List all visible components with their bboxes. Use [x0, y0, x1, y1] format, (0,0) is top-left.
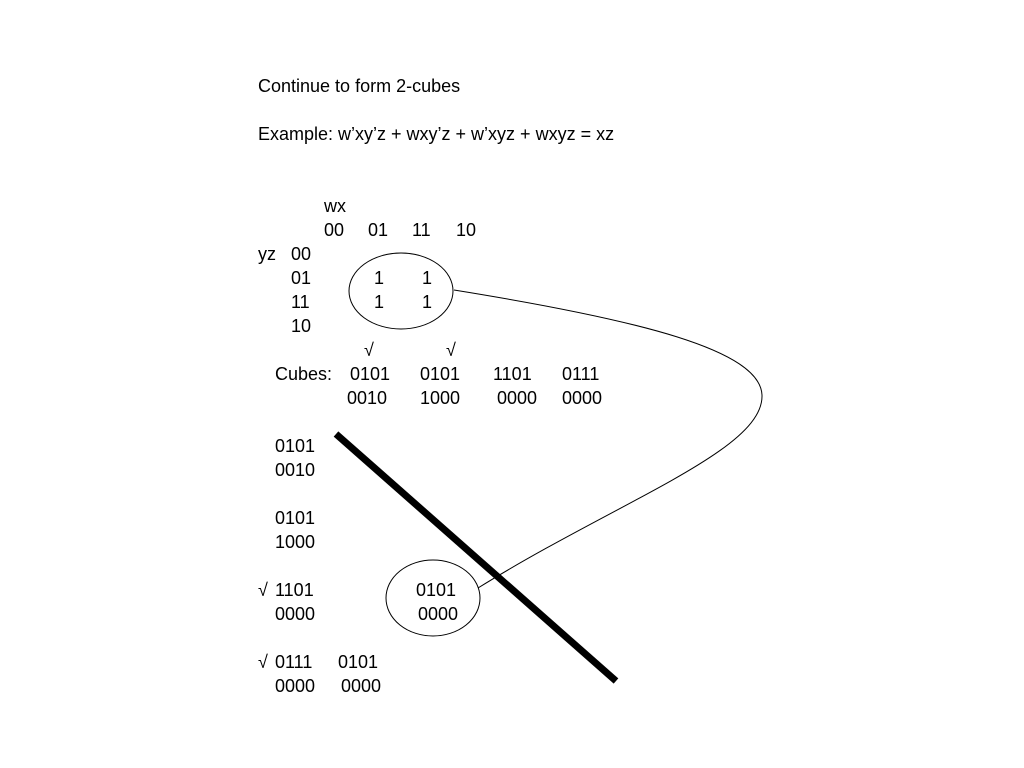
kmap-group-circle — [349, 253, 453, 329]
strike-line — [336, 434, 616, 681]
connector-curve — [454, 290, 762, 588]
cube-top: 0101 — [420, 364, 461, 384]
pair-bottom: 0000 — [275, 676, 316, 696]
pair-top: 0101 — [275, 436, 316, 456]
pair-result-bottom: 0000 — [341, 676, 382, 696]
kmap-column-variable: wx — [324, 196, 346, 216]
cube-bottom: 0010 — [347, 388, 388, 408]
pair-result-top: 0101 — [338, 652, 379, 672]
kmap-row-header: 00 — [291, 244, 312, 264]
pair-top: 1101 — [275, 580, 314, 600]
kmap-col-header: 01 — [368, 220, 389, 240]
kmap-row-header: 11 — [291, 292, 310, 312]
cube-bottom: 0000 — [497, 388, 538, 408]
check-mark: √ — [258, 652, 268, 672]
kmap-col-header: 11 — [412, 220, 431, 240]
example-expression: Example: w’xy’z + wxy’z + w’xyz + wxyz = xz — [258, 124, 615, 144]
kmap-cell: 1 — [422, 292, 433, 312]
cube-top: 0111 — [562, 364, 600, 384]
pair-top: 0111 — [275, 652, 313, 672]
kmap-cell: 1 — [374, 292, 385, 312]
kmap-col-header: 10 — [456, 220, 477, 240]
pair-top: 0101 — [275, 508, 316, 528]
pair-bottom: 0000 — [275, 604, 316, 624]
pair-result-top: 0101 — [416, 580, 457, 600]
cube-bottom: 1000 — [420, 388, 461, 408]
kmap-cell: 1 — [422, 268, 433, 288]
cube-bottom: 0000 — [562, 388, 603, 408]
kmap-row-header: 01 — [291, 268, 312, 288]
check-mark: √ — [258, 580, 268, 600]
kmap-cell: 1 — [374, 268, 385, 288]
kmap-col-header: 00 — [324, 220, 345, 240]
result-circle — [386, 560, 480, 636]
pair-bottom: 0010 — [275, 460, 316, 480]
page-heading: Continue to form 2-cubes — [258, 76, 461, 96]
pair-bottom: 1000 — [275, 532, 316, 552]
pair-result-bottom: 0000 — [418, 604, 459, 624]
check-mark: √ — [364, 340, 374, 360]
kmap-row-header: 10 — [291, 316, 312, 336]
cubes-label: Cubes: — [275, 364, 333, 384]
cube-top: 1101 — [493, 364, 532, 384]
check-mark: √ — [446, 340, 456, 360]
cube-top: 0101 — [350, 364, 391, 384]
kmap-row-variable: yz — [258, 244, 276, 264]
